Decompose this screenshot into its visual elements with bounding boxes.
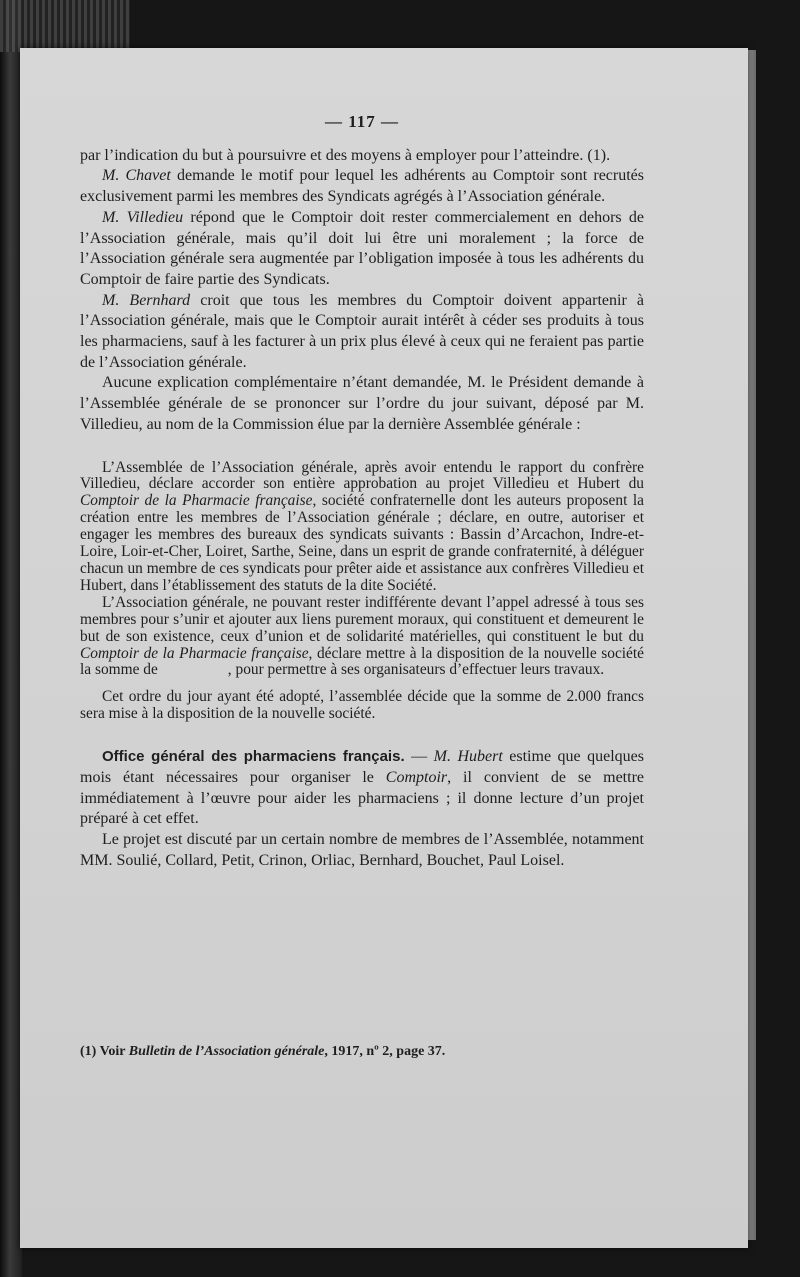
- paragraph-text: répond que le Comptoir doit rester commercialement en dehors de l’Association générale, mais qu’il doit lui être uni moralement ; la force de l’Association générale sera augmentée par l’obligation imposée à tous les adhérents du Comptoir de faire partie des Syndicats.: [80, 208, 644, 288]
- paragraph-president: Aucune explication complémentaire n’étant demandée, M. le Président demande à l’Assemblée générale de se prononcer sur l’ordre du jour suivant, déposé par M. Villedieu, au nom de la Commission élue par la dernière Assemblée générale :: [80, 374, 644, 433]
- footnote-text: , 1917, nº 2, page 37.: [324, 1044, 446, 1059]
- speaker-name: M. Bernhard: [102, 291, 191, 309]
- footnote-italic: Bulletin de l’Association générale: [128, 1044, 325, 1059]
- resolution-paragraph-1: [80, 460, 644, 595]
- paragraph-adopted: Cet ordre du jour ayant été adopté, l’assemblée décide que la somme de 2.000 francs sera mise à la disposition de la nouvelle société.: [80, 688, 644, 723]
- paragraph-discussion: Le projet est discuté par un certain nombre de membres de l’Assemblée, notamment MM. Soulié, Collard, Petit, Crinon, Orliac, Bernhard, Bouchet, Paul Loisel.: [80, 830, 644, 869]
- resolution-text: , société confraternelle dont les auteurs proposent la création entre les membres de l’Association générale ; déclare, en outre, autoriser et engager les membres des bureaux des syndicats suivants : Bassin d’Arcachon, Indre-et-Loire, Loir-et-Cher, Loiret, Sarthe, Seine, dans un esprit de grande confraternité, à déléguer chacun un membre de ces syndicats pour prêter aide et assistance aux confrères Villedieu et Hubert, dans l’établissement des statuts de la dite Société.: [80, 492, 644, 594]
- book-edge: [0, 0, 130, 52]
- page-number: — 117 —: [324, 112, 400, 131]
- dash: —: [404, 748, 434, 766]
- resolution-text: L’Assemblée de l’Association générale, après avoir entendu le rapport du confrère Villedieu, déclare accorder son entière approbation au projet Villedieu et Hubert du: [80, 458, 644, 493]
- resolution-italic: Comptoir de la Pharmacie française: [80, 492, 313, 510]
- book-binding: [0, 0, 22, 1277]
- paragraph-continuation: par l’indication du but à poursuivre et des moyens à employer pour l’atteindre. (1).: [80, 146, 611, 164]
- section-heading: Office général des pharmaciens français.: [102, 748, 405, 766]
- speaker-name: M. Villedieu: [102, 208, 184, 226]
- paragraph-bernhard: [80, 291, 644, 374]
- resolution-italic: Comptoir de la Pharmacie française: [80, 644, 309, 662]
- resolution-paragraph-2: [80, 595, 644, 680]
- paragraph-italic: Comptoir: [385, 768, 448, 786]
- resolution-text: , déclare mettre à la disposition de la nouvelle société la somme de: [80, 644, 644, 679]
- speaker-name: M. Chavet: [102, 167, 171, 185]
- resolution-text: L’Association générale, ne pouvant rester indifférente devant l’appel adressé à tous ses membres pour s’unir et ajouter aux liens purement moraux, qui constituent et demeurent le but de son existence, ceux d’union et de solidarité matérielles, qui constituent le but du: [80, 593, 644, 645]
- paragraph-text: , il convient de se mettre immédiatement à l’œuvre pour aider les pharmaciens ; il donne lecture d’un projet préparé à cet effet.: [80, 768, 645, 828]
- footnote: [80, 1044, 644, 1060]
- speaker-name: M. Hubert: [433, 748, 503, 766]
- paragraph-text: estime que quelques mois étant nécessaires pour organiser le: [80, 748, 645, 786]
- footnote-text: (1) Voir: [80, 1044, 129, 1059]
- paragraph-chavet: [80, 166, 644, 207]
- paragraph-office: [80, 747, 644, 830]
- paragraph-text: croit que tous les membres du Comptoir doivent appartenir à l’Association générale, mais que le Comptoir aurait intérêt à céder ses produits à tous les pharmaciens, sauf à les facturer à un prix plus élevé à ceux qui ne feraient pas partie de l’Association générale.: [80, 291, 645, 371]
- resolution-text: , pour permettre à ses organisateurs d’effectuer leurs travaux.: [227, 661, 605, 679]
- paragraph-text: demande le motif pour lequel les adhérents au Comptoir sont recrutés exclusivement parmi les membres des Syndicats agrégés à l’Association générale.: [80, 167, 644, 206]
- page-body: [80, 112, 644, 871]
- paragraph-villedieu: [80, 208, 644, 291]
